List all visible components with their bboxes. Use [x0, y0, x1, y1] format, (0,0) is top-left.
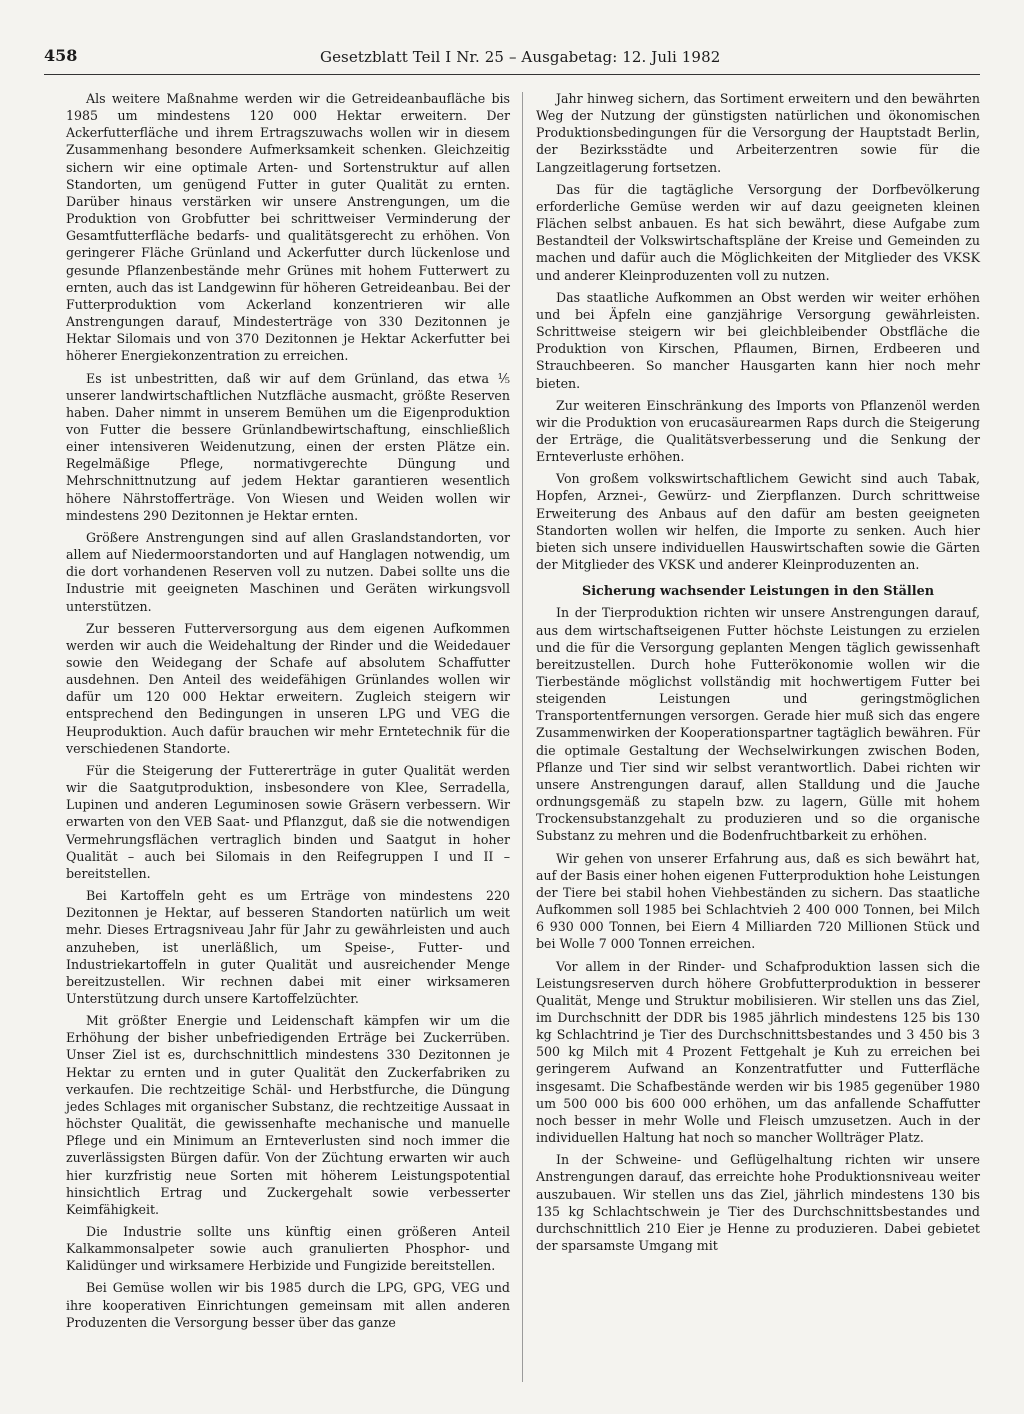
right-column [536, 90, 980, 1259]
paragraph: Wir gehen von unserer Erfahrung aus, daß es sich bewährt hat, auf der Basis einer hohen eigenen Futterproduktion hohe Leistungen der Tiere bei stabil hohen Viehbeständen zu sichern. Das staatliche Aufkommen soll 1985 bei Schlachtvieh 2 400 000 Tonnen, bei Milch 6 930 000 Tonnen, bei Eiern 4 Milliarden 720 Millionen Stück und bei Wolle 7 000 Tonnen erreichen. [536, 850, 980, 952]
paragraph: Zur weiteren Einschränkung des Imports von Pflanzenöl werden wir die Produktion von erucasäurearmen Raps durch die Steigerung der Erträge, die Qualitätsverbesserung und die Senkung der Ernteverluste erhöhen. [536, 397, 980, 465]
page-number: 458 [44, 46, 78, 65]
paragraph: Die Industrie sollte uns künftig einen größeren Anteil Kalkammonsalpeter sowie auch granulierten Phosphor- und Kalidünger und wirksamere Herbizide und Fungizide bereitstellen. [66, 1224, 510, 1274]
page-header [44, 44, 980, 75]
paragraph: In der Schweine- und Geflügelhaltung richten wir unsere Anstrengungen darauf, das erreichte hohe Produktionsniveau weiter auszubauen. Wir stellen uns das Ziel, jährlich mindestens 130 bis 135 kg Schlachtschwein je Tier des Durchschnittsbestandes und durchschnittlich 210 Eier je Henne zu produzieren. Dabei gebietet der sparsamste Umgang mit [536, 1152, 980, 1253]
paragraph: Mit größter Energie und Leidenschaft kämpfen wir um die Erhöhung der bisher unbefriedigenden Erträge bei Zuckerrüben. Unser Ziel ist es, durchschnittlich mindestens 330 Dezitonnen je Hektar zu ernten und in guter Qualität den Zuckerfabriken zu verkaufen. Die rechtzeitige Schäl- und Herbstfurche, die Düngung jedes Schlages mit organischer Substanz, die rechtzeitige Aussaat in höchster Qualität, die gewissenhafte mechanische und manuelle Pflege und ein Minimum an Ernteverlusten sind noch immer die zuverlässigsten Bürgen dafür. Von der Züchtung erwarten wir auch hier kurzfristig neue Sorten mit höherem Leistungspotential hinsichtlich Ertrag und Zuckergehalt sowie verbesserter Keimfähigkeit. [66, 1013, 510, 1217]
left-column [66, 90, 510, 1336]
paragraph: Von großem volkswirtschaftlichem Gewicht sind auch Tabak, Hopfen, Arznei-, Gewürz- und Zierpflanzen. Durch schrittweise Erweiterung des Anbaus auf den dafür am besten geeigneten Standorten wollen wir helfen, die Importe zu senken. Auch hier bieten sich unsere individuellen Hauswirtschaften sowie die Gärten der Mitglieder des VKSK und anderer Kleinproduzenten an. [536, 471, 980, 573]
paragraph: Das für die tagtägliche Versorgung der Dorfbevölkerung erforderliche Gemüse werden wir auf dazu geeigneten kleinen Flächen selbst anbauen. Es hat sich bewährt, diese Aufgabe zum Bestandteil der Volkswirtschaftspläne der Kreise und Gemeinden zu machen und dafür auch die Möglichkeiten der Mitglieder des VKSK und anderer Kleinproduzenten voll zu nutzen. [536, 181, 980, 283]
paragraph: Das staatliche Aufkommen an Obst werden wir weiter erhöhen und bei Äpfeln eine ganzjährige Versorgung gewährleisten. Schrittweise steigern wir bei gleichbleibender Obstfläche die Produktion von Kirschen, Pflaumen, Birnen, Erdbeeren und Strauchbeeren. So mancher Hausgarten kann hier noch mehr bieten. [536, 289, 980, 391]
gazette-header-title: Gesetzblatt Teil I Nr. 25 – Ausgabetag: 12. Juli 1982 [320, 48, 721, 66]
paragraph: Vor allem in der Rinder- und Schafproduktion lassen sich die Leistungsreserven durch höhere Grobfutterproduktion in besserer Qualität, Menge und Struktur mobilisieren. Wir stellen uns das Ziel, im Durchschnitt der DDR bis 1985 jährlich mindestens 125 bis 130 kg Schlachtrind je Tier des Durchschnittsbestandes und 3 450 bis 3 500 kg Milch mit 4 Prozent Fettgehalt je Kuh zu erreichen bei geringerem Aufwand an Konzentratfutter und Futterfläche insgesamt. Die Schafbestände werden wir bis 1985 gegenüber 1980 um 500 000 bis 600 000 erhöhen, um das anfallende Schaffutter noch besser in mehr Wolle und Fleisch umzusetzen. Auch in der individuellen Haltung hat noch so mancher Wollträger Platz. [536, 958, 980, 1146]
paragraph: Zur besseren Futterversorgung aus dem eigenen Aufkommen werden wir auch die Weidehaltung der Rinder und die Weidedauer sowie den Weidegang der Schafe auf absolutem Schaffutter ausdehnen. Den Anteil des weidefähigen Grünlandes wollen wir dafür um 120 000 Hektar erweitern. Zugleich steigern wir entsprechend den Bedingungen in unseren LPG und VEG die Heuproduktion. Auch dafür brauchen wir mehr Erntetechnik für die verschiedenen Standorte. [66, 620, 510, 756]
section-heading: Sicherung wachsender Leistungen in den Ställen [581, 584, 935, 600]
paragraph: Als weitere Maßnahme werden wir die Getreideanbaufläche bis 1985 um mindestens 120 000 Hektar erweitern. Der Ackerfutterfläche und ihrem Ertragszuwachs wollen wir in diesem Zusammenhang besondere Aufmerksamkeit schenken. Gleichzeitig sichern wir eine optimale Arten- und Sortenstruktur auf allen Standorten, um genügend Futter in guter Qualität zu ernten. Darüber hinaus verstärken wir unsere Anstrengungen, um die Produktion von Grobfutter bei schrittweiser Verminderung der Gesamtfutterfläche bedarfs- und qualitätsgerecht zu erhöhen. Von geringerer Fläche Grünland und Ackerfutter durch lückenlose und gesunde Pflanzenbestände mehr Grünes mit hohem Futterwert zu ernten, auch das ist Landgewinn für höheren Getreideanbau. Bei der Futterproduktion vom Ackerland konzentrieren wir alle Anstrengungen darauf, Mindesterträge von 330 Dezitonnen je Hektar Silomais und von 370 Dezitonnen je Hektar Ackerfutter bei höherer Energiekonzentration zu erreichen. [66, 91, 510, 364]
paragraph: In der Tierproduktion richten wir unsere Anstrengungen darauf, aus dem wirtschaftseigenen Futter höchste Leistungen zu erzielen und die für die Versorgung geplanten Mengen täglich gewissenhaft bereitzustellen. Durch hohe Futterökonomie wollen wir die Tierbestände möglichst vollständig mit hochwertigem Futter bei steigenden Leistungen und geringstmöglichen Transportentfernungen versorgen. Gerade hier muß sich das engere Zusammenwirken der Kooperationspartner tagtäglich bewähren. Für die optimale Gestaltung der Wechselwirkungen zwischen Boden, Pflanze und Tier sind wir selbst verantwortlich. Dabei richten wir unsere Anstrengungen darauf, allen Stalldung und die Jauche ordnungsgemäß zu stapeln bzw. zu lagern, Gülle mit hohem Trockensubstanzgehalt zu produzieren und so die organische Substanz zu mehren und die Bodenfruchtbarkeit zu erhöhen. [536, 605, 980, 844]
column-divider [522, 92, 523, 1382]
paragraph: Bei Gemüse wollen wir bis 1985 durch die LPG, GPG, VEG und ihre kooperativen Einrichtungen gemeinsam mit allen anderen Produzenten die Versorgung besser über das ganze [66, 1280, 510, 1330]
paragraph: Für die Steigerung der Futtererträge in guter Qualität werden wir die Saatgutproduktion, insbesondere von Klee, Serradella, Lupinen und anderen Leguminosen sowie Gräsern verbessern. Wir erwarten von den VEB Saat- und Pflanzgut, daß sie die notwendigen Vermehrungsflächen vertraglich binden und Saatgut in hoher Qualität – auch bei Silomais in den Reifegruppen I und II – bereitstellen. [66, 762, 510, 881]
paragraph: Größere Anstrengungen sind auf allen Graslandstandorten, vor allem auf Niedermoorstandorten und auf Hanglagen notwendig, um die dort vorhandenen Reserven voll zu nutzen. Dabei sollte uns die Industrie mit geeigneten Maschinen und Geräten wirkungsvoll unterstützen. [66, 529, 510, 614]
paragraph: Bei Kartoffeln geht es um Erträge von mindestens 220 Dezitonnen je Hektar, auf besseren Standorten natürlich um weit mehr. Dieses Ertragsniveau Jahr für Jahr zu gewährleisten und auch anzuheben, ist unerläßlich, um Speise-, Futter- und Industriekartoffeln in guter Qualität und ausreichender Menge bereitzustellen. Wir rechnen dabei mit einer wirksameren Unterstützung durch unsere Kartoffelzüchter. [66, 888, 510, 1006]
paragraph: Jahr hinweg sichern, das Sortiment erweitern und den bewährten Weg der Nutzung der günstigsten natürlichen und ökonomischen Produktionsbedingungen für die Versorgung der Hauptstadt Berlin, der Bezirksstädte und Arbeiterzentren sowie für die Langzeitlagerung fortsetzen. [536, 91, 980, 175]
paragraph: Es ist unbestritten, daß wir auf dem Grünland, das etwa ⅕ unserer landwirtschaftlichen Nutzfläche ausmacht, größte Reserven haben. Daher nimmt in unserem Bemühen um die Eigenproduktion von Futter die bessere Grünlandbewirtschaftung, einschließlich einer intensiveren Weidenutzung, einen der ersten Plätze ein. Regelmäßige Pflege, normativgerechte Düngung und Mehrschnittnutzung auf jedem Hektar garantieren wesentlich höhere Nährstofferträge. Von Wiesen und Weiden wollen wir mindestens 290 Dezitonnen je Hektar ernten. [66, 370, 510, 523]
